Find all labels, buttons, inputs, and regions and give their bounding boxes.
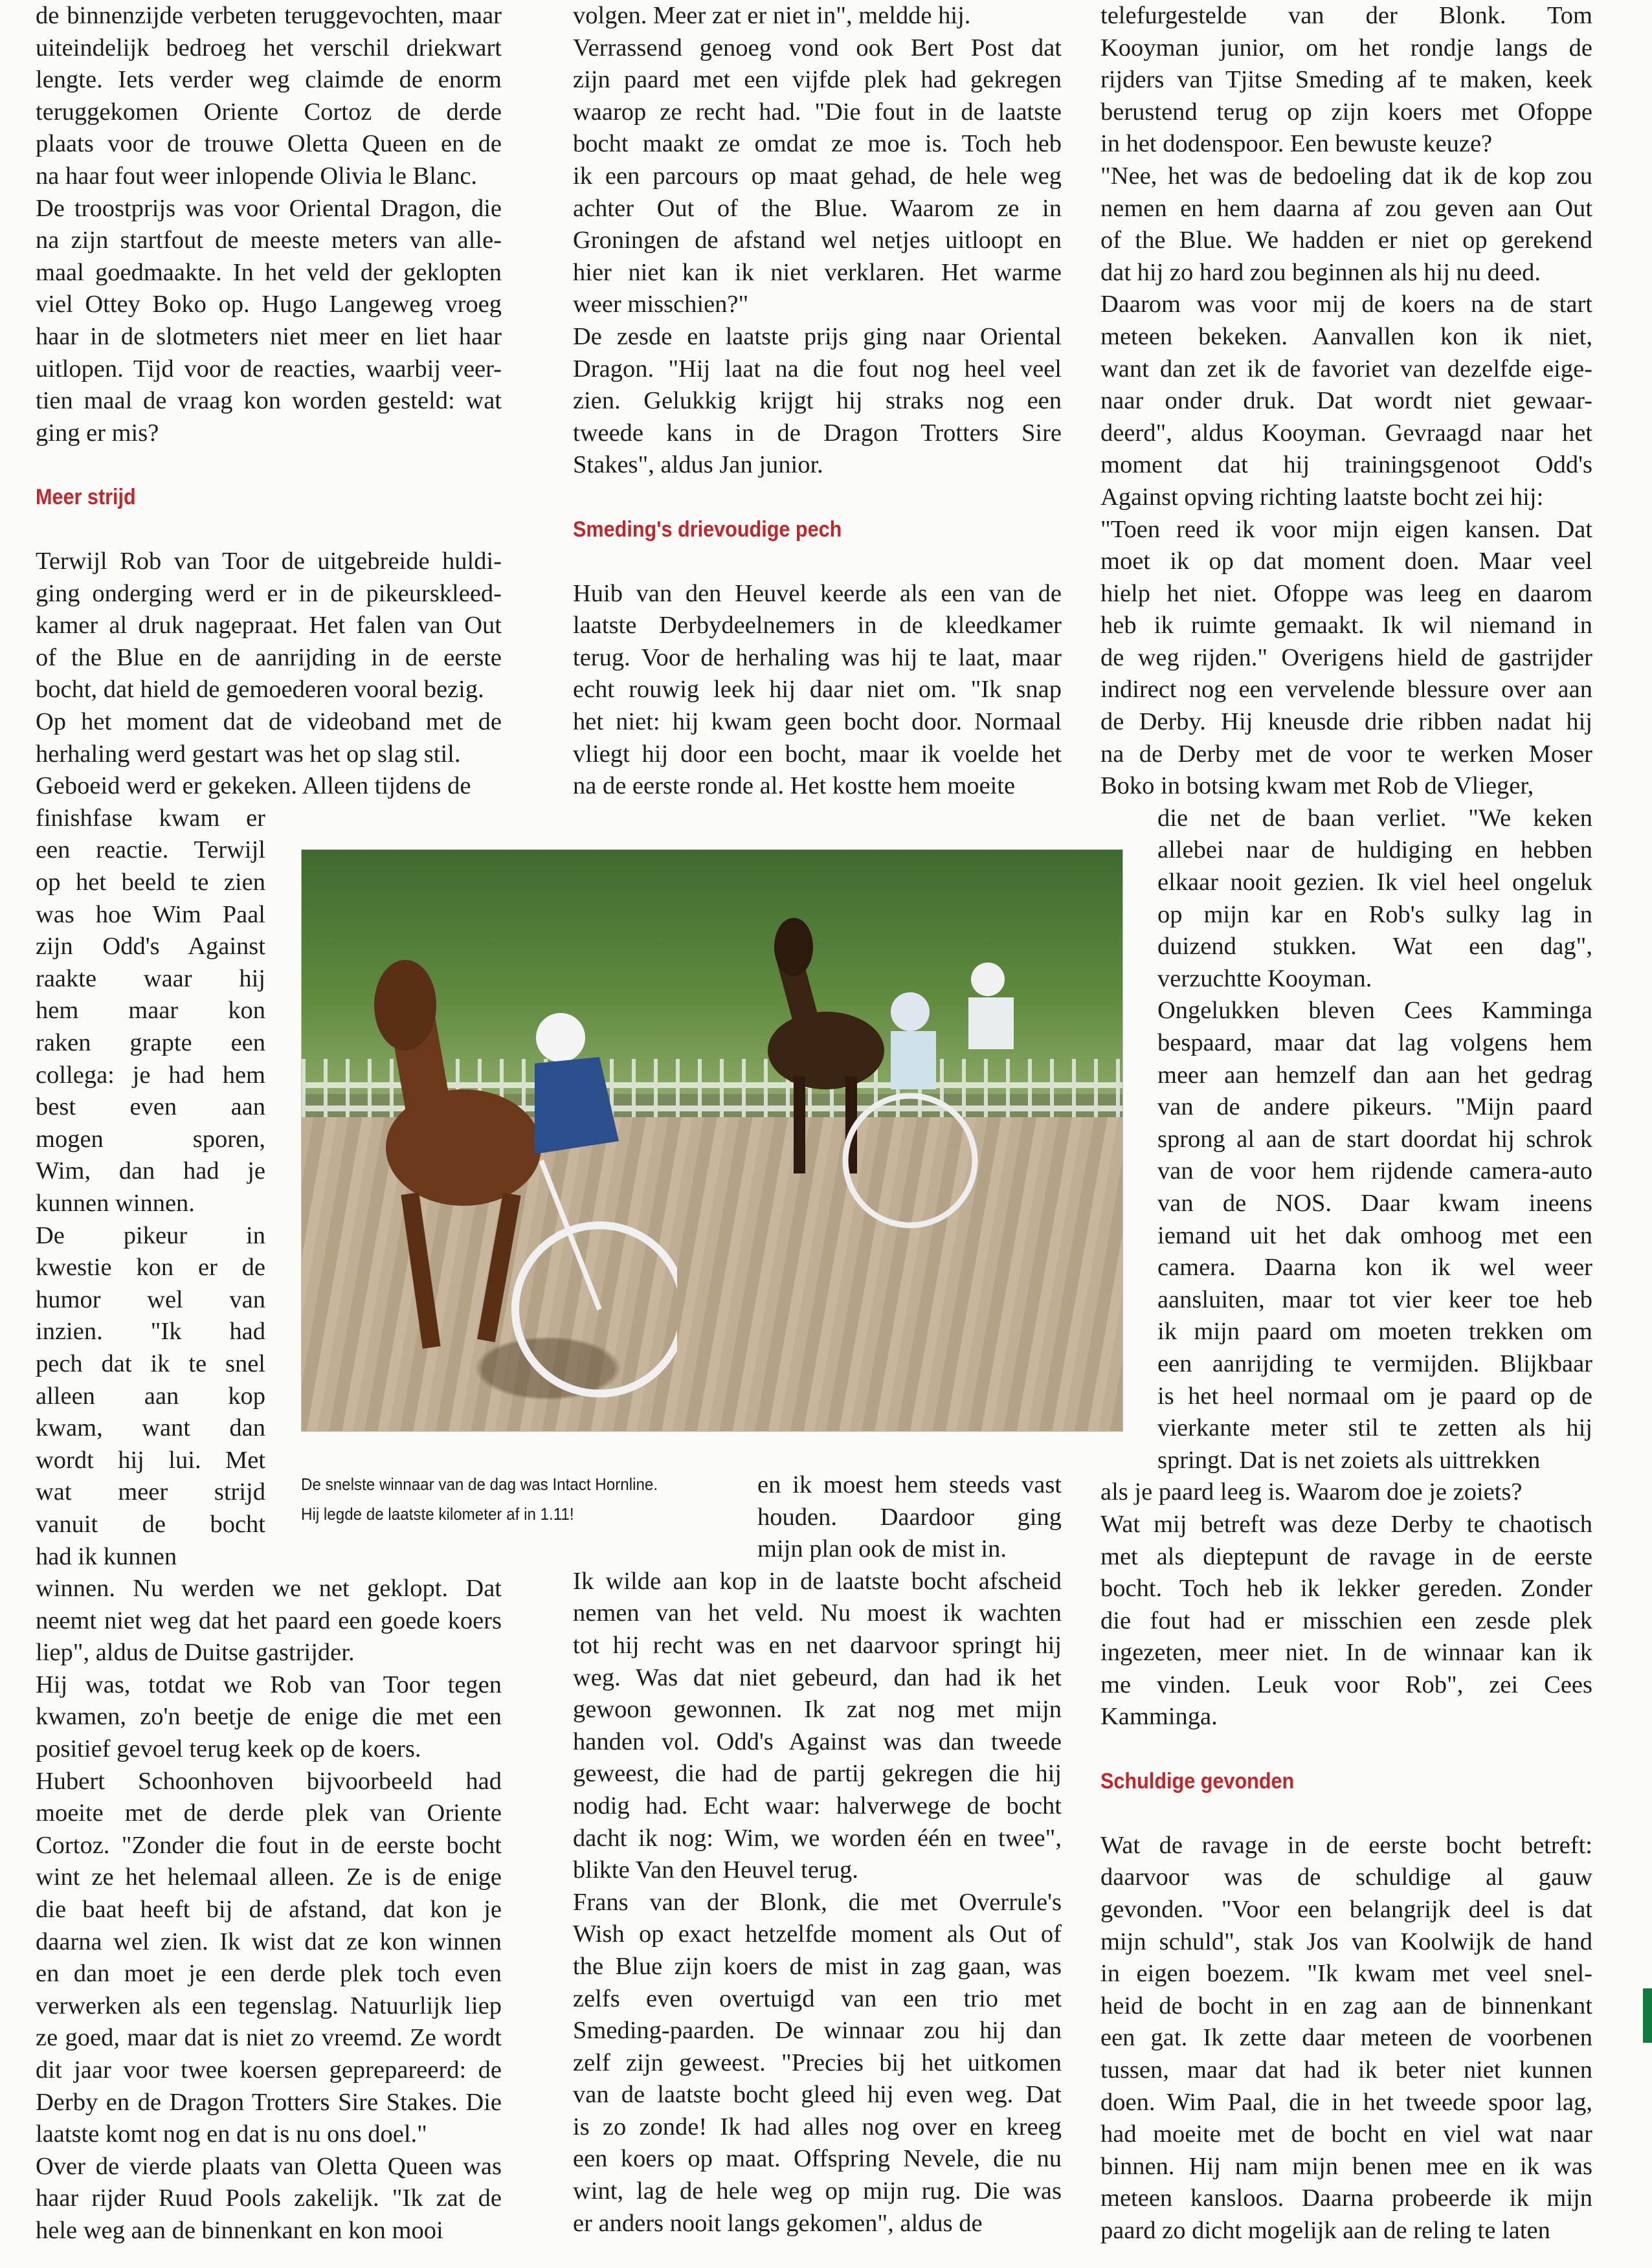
harness-race-photo: [301, 849, 1123, 1432]
text-line: finishfase kwam er: [36, 804, 265, 832]
text-line: heb ik ruimte gemaakt. Ik wil niemand in: [1100, 612, 1592, 639]
text-line: Wish op exact hetzelfde moment als Out of: [573, 1920, 1062, 1948]
text-line: binnen. Hij nam mijn benen mee en ik was: [1100, 2152, 1592, 2180]
text-line: zijn paard met een vijfde plek had gekregen: [573, 66, 1062, 94]
text-line: kwamen, zo'n beetje de enige die met een: [36, 1703, 502, 1731]
text-line: liep", aldus de Duitse gastrijder.: [36, 1639, 355, 1667]
text-line: van de voor hem rijdende camera-auto: [1157, 1157, 1592, 1185]
text-line: winnen. Nu werden we net geklopt. Dat: [36, 1575, 502, 1603]
text-line: houden. Daardoor ging: [757, 1503, 1062, 1531]
text-line: want dan zet ik de favoriet van dezelfde eige-: [1100, 355, 1592, 383]
text-line: haar rijder Ruud Pools zakelijk. "Ik zat de: [36, 2185, 502, 2212]
text-line: blikte Van den Heuvel terug.: [573, 1856, 858, 1884]
col2-paragraph-bottom: [573, 1566, 1062, 2240]
text-line: een gat. Ik zette daar meteen de voorbenen: [1100, 2024, 1592, 2052]
text-line: in het dodenspoor. Een bewuste keuze?: [1100, 130, 1493, 158]
text-line: collega: je had hem: [36, 1061, 265, 1089]
text-line: Geboeid werd er gekeken. Alleen tijdens de: [36, 772, 471, 800]
text-line: tien maal de vraag kon worden gesteld: wat: [36, 387, 502, 415]
text-line: had moeite met de bocht en viel wat naar: [1100, 2120, 1592, 2148]
text-line: heid de bocht in en zag aan de binnenkant: [1100, 1992, 1592, 2019]
leading-horse-illustration: [340, 947, 677, 1413]
text-line: zien. Gelukkig krijgt hij straks nog een: [573, 387, 1062, 415]
text-line: telefurgestelde van der Blonk. Tom: [1100, 2, 1592, 29]
section-heading-meer-strijd: Meer strijd: [36, 484, 136, 509]
text-line: De zesde en laatste prijs ging naar Oriental: [573, 322, 1062, 350]
text-line: dat hij zo hard zou beginnen als hij nu deed.: [1100, 258, 1541, 286]
text-line: gewoon gewonnen. Ik zat nog met mijn: [573, 1696, 1062, 1724]
text-line: kwam, want dan: [36, 1414, 265, 1442]
text-line: Kooyman junior, om het rondje langs de: [1100, 34, 1592, 61]
text-line: inzien. "Ik had: [36, 1318, 265, 1346]
text-line: laatste komt nog en dat is nu ons doel.": [36, 2120, 427, 2148]
text-line: ik mijn paard om moeten trekken om: [1157, 1318, 1592, 1346]
text-line: me vinden. Leuk voor Rob", zei Cees: [1100, 1671, 1592, 1698]
text-line: daarna wel zien. Ik wist dat ze kon winnen: [36, 1928, 502, 1955]
text-line: de weg rijden." Overigens hield de gastrijder: [1100, 643, 1592, 671]
text-line: zijn Odd's Against: [36, 933, 265, 961]
text-line: deerd", aldus Kooyman. Gevraagd naar het: [1100, 419, 1592, 447]
text-line: camera. Daarna kon ik wel weer: [1157, 1254, 1592, 1282]
text-line: Verrassend genoeg vond ook Bert Post dat: [573, 34, 1062, 61]
col2-paragraph-short: [757, 1469, 1062, 1566]
text-line: volgen. Meer zat er niet in", meldde hij.: [573, 2, 971, 29]
text-line: Smeding-paarden. De winnaar zou hij dan: [573, 2017, 1062, 2045]
text-line: bocht maakt ze omdat ze moe is. Toch heb: [573, 130, 1062, 158]
text-line: iemand uit het dak omhoog met een: [1157, 1221, 1592, 1249]
text-line: gevonden. "Voor een belangrijk deel is dat: [1100, 1896, 1592, 1924]
text-line: ze goed, maar dat is niet zo vreemd. Ze wordt: [36, 2024, 502, 2052]
text-line: Derby en de Dragon Trotters Sire Stakes. Die: [36, 2088, 502, 2116]
text-line: Huib van den Heuvel keerde als een van de: [573, 579, 1062, 607]
text-line: elkaar nooit gezien. Ik viel heel ongeluk: [1157, 869, 1592, 896]
text-line: Daarom was voor mij de koers na de start: [1100, 291, 1592, 318]
text-line: bocht. Toch heb ik lekker gereden. Zonder: [1100, 1575, 1592, 1603]
text-line: neemt niet weg dat het paard een goede koers: [36, 1606, 502, 1634]
text-line: wordt hij lui. Met: [36, 1446, 265, 1474]
text-line: duizend stukken. Wat een dag",: [1157, 933, 1592, 961]
col1-intro-paragraph: [36, 0, 502, 449]
text-line: alleen aan kop: [36, 1382, 265, 1410]
text-line: een koers op maat. Offspring Nevele, die nu: [573, 2145, 1062, 2173]
text-line: die net de baan verliet. "We keken: [1157, 804, 1592, 832]
text-line: verzuchtte Kooyman.: [1157, 964, 1372, 992]
text-line: the Blue zijn koers de mist in zag gaan, was: [573, 1952, 1062, 1980]
col3-paragraph-bottom: [1100, 1476, 1592, 1733]
text-line: vierkante meter stil te zetten als hij: [1157, 1414, 1592, 1442]
text-line: was hoe Wim Paal: [36, 900, 265, 928]
column-2-lower: [573, 1469, 1062, 2240]
text-line: had ik kunnen: [36, 1542, 177, 1570]
page-edge-tab: [1643, 1988, 1652, 2043]
text-line: de Derby. Hij kneusde drie ribben nadat hij: [1100, 708, 1592, 736]
text-line: met als dieptepunt de ravage in de eerste: [1100, 1542, 1592, 1570]
text-line: naar onder druk. Dat wordt niet gewaar-: [1100, 387, 1592, 415]
text-line: van de andere pikeurs. "Mijn paard: [1157, 1093, 1592, 1121]
text-line: die baat heeft bij de afstand, dat kon je: [36, 1896, 502, 1924]
text-line: Wat de ravage in de eerste bocht betreft:: [1100, 1831, 1592, 1859]
text-line: Groningen de afstand wel netjes uitloopt en: [573, 227, 1062, 254]
text-line: Hubert Schoonhoven bijvoorbeeld had: [36, 1767, 502, 1795]
text-line: als je paard leeg is. Waarom doe je zoiets?: [1100, 1478, 1523, 1506]
text-line: van de laatste bocht gleed hij even weg. Dat: [573, 2081, 1062, 2109]
text-line: is het heel normaal om je paard op de: [1157, 1382, 1592, 1410]
text-line: Dragon. "Hij laat na die fout nog heel veel: [573, 355, 1062, 383]
text-line: Stakes", aldus Jan junior.: [573, 451, 823, 479]
text-line: teruggekomen Oriente Cortoz de derde: [36, 98, 502, 126]
text-line: allebei naar de huldiging en hebben: [1157, 836, 1592, 864]
col3-paragraph-last: [1100, 1830, 1592, 2247]
text-line: Kamminga.: [1100, 1703, 1218, 1731]
text-line: ging er mis?: [36, 419, 159, 447]
text-line: paard zo dicht mogelijk aan de reling te laten: [1100, 2216, 1550, 2244]
text-line: De pikeur in: [36, 1221, 265, 1249]
text-line: nemen van het veld. Nu moest ik wachten: [573, 1599, 1062, 1627]
text-line: Over de vierde plaats van Oletta Queen was: [36, 2152, 502, 2180]
text-line: Ik wilde aan kop in de laatste bocht afscheid: [573, 1567, 1062, 1595]
text-line: moeite met de derde plek van Oriente: [36, 1799, 502, 1827]
text-line: wint ze het helemaal alleen. Ze is de enige: [36, 1863, 502, 1891]
text-line: ik een parcours op maat gehad, de hele weg: [573, 162, 1062, 190]
text-line: Wim, dan had je: [36, 1157, 265, 1185]
text-line: weer misschien?": [573, 291, 749, 318]
text-line: meteen kansloos. Daarna probeerde ik mijn: [1100, 2185, 1592, 2212]
text-line: Against opving richting laatste bocht zei hij:: [1100, 483, 1544, 511]
text-line: is zo zonde! Ik had alles nog over en kreeg: [573, 2113, 1062, 2140]
col1-paragraph-full: [36, 546, 502, 803]
text-line: op het beeld te zien: [36, 869, 265, 896]
text-line: ging onderging werd er in de pikeurskleed-: [36, 579, 502, 607]
text-line: daarvoor was de schuldige al gauw: [1100, 1863, 1592, 1891]
text-line: op mijn kar en Rob's sulky lag in: [1157, 900, 1592, 928]
text-line: Hij was, totdat we Rob van Toor tegen: [36, 1671, 502, 1698]
text-line: in eigen boezem. "Ik kwam met veel snel-: [1100, 1960, 1592, 1988]
text-line: springt. Dat is net zoiets als uittrekken: [1157, 1446, 1541, 1474]
col1-paragraph-narrow: [36, 803, 265, 1573]
col3-intro-paragraph: [1100, 0, 1592, 803]
text-line: positief gevoel terug keek op de koers.: [36, 1735, 421, 1763]
text-line: rijders van Tjitse Smeding af te maken, keek: [1100, 66, 1592, 94]
text-line: aansluiten, maar tot vier keer toe heb: [1157, 1285, 1592, 1313]
text-line: uitlopen. Tijd voor de reacties, waarbij veer-: [36, 355, 502, 383]
text-line: kamer al druk nagepraat. Het falen van Out: [36, 612, 502, 639]
text-line: die fout had er misschien een zesde plek: [1100, 1606, 1592, 1634]
text-line: dacht ik nog: Wim, we worden één en twee",: [573, 1824, 1062, 1852]
text-line: humor wel van: [36, 1285, 265, 1313]
text-line: hier niet kan ik niet verklaren. Het warme: [573, 258, 1062, 286]
text-line: na haar fout weer inlopende Olivia le Blanc.: [36, 162, 478, 190]
text-line: nodig had. Echt waar: halverwege de bocht: [573, 1792, 1062, 1819]
text-line: het niet: hij kwam geen bocht door. Normaal: [573, 708, 1062, 736]
text-line: van de NOS. Daar kwam ineens: [1157, 1189, 1592, 1217]
text-line: kwestie kon er de: [36, 1254, 265, 1282]
text-line: herhaling werd gestart was het op slag stil.: [36, 740, 461, 768]
text-line: hem maar kon: [36, 997, 265, 1025]
caption-line-1: De snelste winnaar van de dag was Intact Hornline.: [301, 1474, 658, 1494]
trailing-horses-illustration: [716, 889, 1027, 1290]
text-line: dit jaar voor twee koersen geprepareerd: de: [36, 2056, 502, 2084]
text-line: en ik moest hem steeds vast: [757, 1471, 1062, 1498]
text-line: zelf zijn geweest. "Precies bij het uitkomen: [573, 2049, 1062, 2076]
text-line: viel Ottey Boko op. Hugo Langeweg vroeg: [36, 291, 502, 318]
text-line: Cortoz. "Zonder die fout in de eerste bocht: [36, 1831, 502, 1859]
col3-paragraph-indented: [1157, 803, 1592, 1476]
col1-paragraph-bottom: [36, 1573, 502, 2247]
text-line: Wat mij betreft was deze Derby te chaotisch: [1100, 1510, 1592, 1538]
text-line: raken grapte een: [36, 1029, 265, 1056]
text-line: mijn plan ook de mist in.: [757, 1535, 1007, 1563]
text-line: lengte. Iets verder weg claimde de enorm: [36, 66, 502, 94]
text-line: best even aan: [36, 1093, 265, 1121]
text-line: hele weg aan de binnenkant en kon mooi: [36, 2216, 443, 2244]
text-line: meer aan hemzelf dan aan het gedrag: [1157, 1061, 1592, 1089]
text-line: bocht, dat hield de gemoederen vooral bezig.: [36, 676, 484, 704]
text-line: na zijn startfout de meeste meters van alle-: [36, 227, 502, 254]
text-line: na de eerste ronde al. Het kostte hem moeite: [573, 772, 1016, 800]
text-line: nemen en hem daarna af zou geven aan Out: [1100, 194, 1592, 222]
text-line: doen. Wim Paal, die in het tweede spoor lag,: [1100, 2088, 1592, 2116]
text-line: verwerken als een tegenslag. Natuurlijk liep: [36, 1992, 502, 2019]
caption-line-2: Hij legde de laatste kilometer af in 1.11!: [301, 1504, 574, 1524]
text-line: meteen bekeken. Aanvallen kon ik niet,: [1100, 322, 1592, 350]
text-line: moet ik op dat moment doen. Maar veel: [1100, 548, 1592, 575]
col2-intro-paragraph: [573, 0, 1062, 482]
text-line: hielp het niet. Ofoppe was leeg en daarom: [1100, 579, 1592, 607]
text-line: echt rouwig leek hij daar niet om. "Ik snap: [573, 676, 1062, 704]
text-line: sprong al aan de start doordat hij schrok: [1157, 1125, 1592, 1153]
text-line: waarop ze recht had. "Die fout in de laatste: [573, 98, 1062, 126]
text-line: kunnen winnen.: [36, 1189, 195, 1217]
text-line: haar in de slotmeters niet meer en liet haar: [36, 322, 502, 350]
text-line: raakte waar hij: [36, 964, 265, 992]
section-heading-smedings-pech: Smeding's drievoudige pech: [573, 517, 842, 542]
text-line: handen vol. Odd's Against was dan tweede: [573, 1728, 1062, 1755]
text-line: weg. Was dat niet gebeurd, dan had ik het: [573, 1663, 1062, 1691]
text-line: pech dat ik te snel: [36, 1350, 265, 1377]
text-line: Terwijl Rob van Toor de uitgebreide huldi-: [36, 548, 502, 575]
text-line: er anders nooit langs gekomen", aldus de: [573, 2209, 983, 2237]
text-line: ingezeten, meer niet. In de winnaar kan ik: [1100, 1639, 1592, 1667]
text-line: tweede kans in de Dragon Trotters Sire: [573, 419, 1062, 447]
text-line: De troostprijs was voor Oriental Dragon, die: [36, 194, 502, 222]
text-line: Ongelukken bleven Cees Kamminga: [1157, 997, 1592, 1025]
text-line: "Nee, het was de bedoeling dat ik de kop zou: [1100, 162, 1592, 190]
text-line: Op het moment dat de videoband met de: [36, 708, 502, 736]
text-line: zelfs even overtuigd van een trio met: [573, 1984, 1062, 2012]
text-line: moment dat hij trainingsgenoot Odd's: [1100, 451, 1592, 479]
text-line: terug. Voor de herhaling was hij te laat, maar: [573, 643, 1062, 671]
col2-paragraph-mid: [573, 578, 1062, 803]
text-line: plaats voor de trouwe Oletta Queen en de: [36, 130, 502, 158]
text-line: of the Blue. We hadden er niet op gerekend: [1100, 227, 1592, 254]
text-line: mijn schuld", stak Jos van Koolwijk de hand: [1100, 1928, 1592, 1955]
text-line: mogen sporen,: [36, 1125, 265, 1153]
text-line: of the Blue en de aanrijding in de eerste: [36, 643, 502, 671]
text-line: laatste Derbydeelnemers in de kleedkamer: [573, 612, 1062, 639]
text-line: "Toen reed ik voor mijn eigen kansen. Dat: [1100, 515, 1592, 543]
text-line: berustend terug op zijn koers met Ofoppe: [1100, 98, 1592, 126]
text-line: tot hij recht was en net daarvoor springt hij: [573, 1631, 1062, 1659]
column-3: [1100, 0, 1592, 2268]
text-line: Frans van der Blonk, die met Overrule's: [573, 1888, 1062, 1916]
text-line: Boko in botsing kwam met Rob de Vlieger,: [1100, 772, 1534, 800]
text-line: maal goedmaakte. In het veld der geklopten: [36, 258, 502, 286]
text-line: en dan moet je een derde plek toch even: [36, 1960, 502, 1988]
text-line: wint, lag de hele weg op mijn rug. Die was: [573, 2177, 1062, 2205]
text-line: de binnenzijde verbeten teruggevochten, maar: [36, 2, 502, 29]
text-line: een aanrijding te vermijden. Blijkbaar: [1157, 1350, 1592, 1377]
text-line: tussen, maar dat had ik beter niet kunnen: [1100, 2056, 1592, 2084]
text-line: indirect nog een vervelende blessure over aan: [1100, 676, 1592, 704]
section-heading-schuldige-gevonden: Schuldige gevonden: [1100, 1768, 1295, 1794]
text-line: bespaard, maar dat lag volgens hem: [1157, 1029, 1592, 1056]
text-line: uiteindelijk bedroeg het verschil driekwart: [36, 34, 502, 61]
text-line: na de Derby met de voor te werken Moser: [1100, 740, 1592, 768]
text-line: vliegt hij door een bocht, maar ik voelde het: [573, 740, 1062, 768]
text-line: wat meer strijd: [36, 1478, 265, 1506]
text-line: vanuit de bocht: [36, 1510, 265, 1538]
text-line: achter Out of the Blue. Waarom ze in: [573, 194, 1062, 222]
text-line: een reactie. Terwijl: [36, 836, 265, 864]
text-line: geweest, die had de partij gekregen die hij: [573, 1760, 1062, 1788]
